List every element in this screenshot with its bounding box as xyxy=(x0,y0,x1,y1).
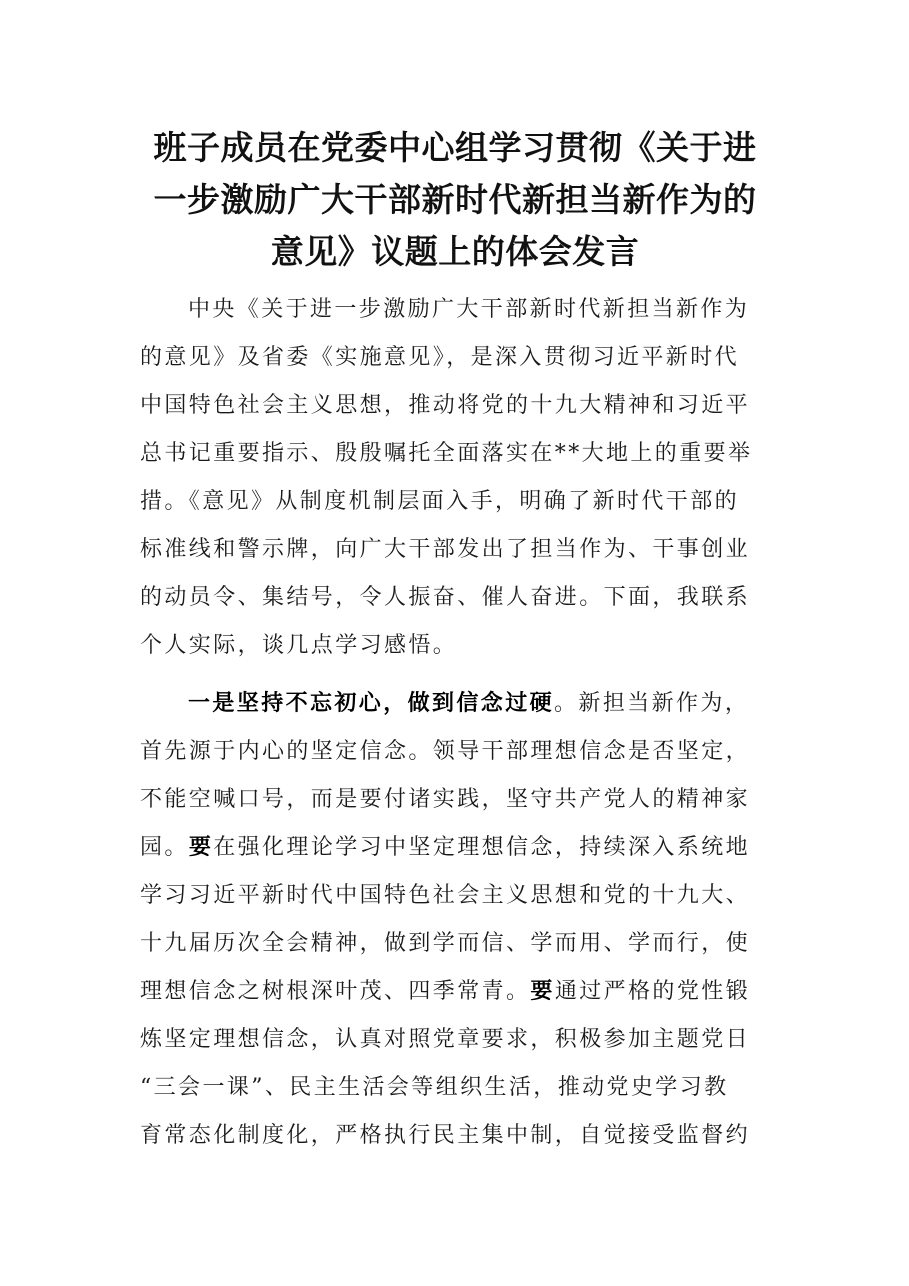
paragraph-line: 育常态化制度化，严格执行民主集中制，自觉接受监督约 xyxy=(140,1123,751,1148)
paragraph-text: 理想信念之树根深叶茂、四季常青。 xyxy=(140,979,531,1004)
paragraph-line xyxy=(140,968,770,1016)
paragraph-line: “三会一课”、民主生活会等组织生活，推动党史学习教 xyxy=(140,1075,729,1100)
paragraph-line: 中国特色社会主义思想，推动将党的十九大精神和习近平 xyxy=(140,393,751,418)
paragraph-text: 通过严格的党性锻 xyxy=(554,979,751,1004)
paragraph-line: 首先源于内心的坚定信念。领导干部理想信念是否坚定， xyxy=(140,739,751,764)
paragraph-line: 标准线和警示牌，向广大干部发出了担当作为、干事创业 xyxy=(140,537,751,562)
paragraph-line: 的动员令、集结号，令人振奋、催人奋进。下面，我联系 xyxy=(140,585,751,610)
paragraph-line: 的意见》及省委《实施意见》，是深入贯彻习近平新时代 xyxy=(140,345,740,370)
paragraph-text: 园。 xyxy=(140,835,189,860)
emphasis-word: 要 xyxy=(188,835,214,860)
paragraph-line: 个人实际，谈几点学习感悟。 xyxy=(140,633,458,658)
paragraph-line: 中央《关于进一步激励广大干部新时代新担当新作为 xyxy=(188,297,750,322)
title-line-1: 班子成员在党委中心组学习贯彻《关于进 xyxy=(153,128,757,167)
paragraph-line: 炼坚定理想信念，认真对照党章要求，积极参加主题党日 xyxy=(140,1027,751,1052)
paragraph-point-one xyxy=(140,680,770,1160)
paragraph-line: 措。《意见》从制度机制层面入手，明确了新时代干部的 xyxy=(140,489,740,514)
point-heading: 一是坚持不忘初心，做到信念过硬 xyxy=(188,691,555,716)
title-line-3: 意见》议题上的体会发言 xyxy=(270,232,640,271)
paragraph-text: 。新担当新作为， xyxy=(554,691,750,716)
paragraph-text: 在强化理论学习中坚定理想信念，持续深入系统地 xyxy=(213,835,751,860)
paragraph-line xyxy=(140,824,770,872)
document-title xyxy=(140,122,770,278)
paragraph-line: 总书记重要指示、殷殷嘱托全面落实在**大地上的重要举 xyxy=(140,441,753,466)
paragraph-line: 十九届历次全会精神，做到学而信、学而用、学而行，使 xyxy=(140,931,751,956)
paragraph-line: 学习习近平新时代中国特色社会主义思想和党的十九大、 xyxy=(140,883,751,908)
paragraph-line: 不能空喊口号，而是要付诸实践，坚守共产党人的精神家 xyxy=(140,787,751,812)
paragraph-intro xyxy=(140,286,770,670)
title-line-2: 一步激励广大干部新时代新担当新作为的 xyxy=(153,180,757,219)
paragraph-line xyxy=(140,680,770,728)
emphasis-word: 要 xyxy=(530,979,555,1004)
